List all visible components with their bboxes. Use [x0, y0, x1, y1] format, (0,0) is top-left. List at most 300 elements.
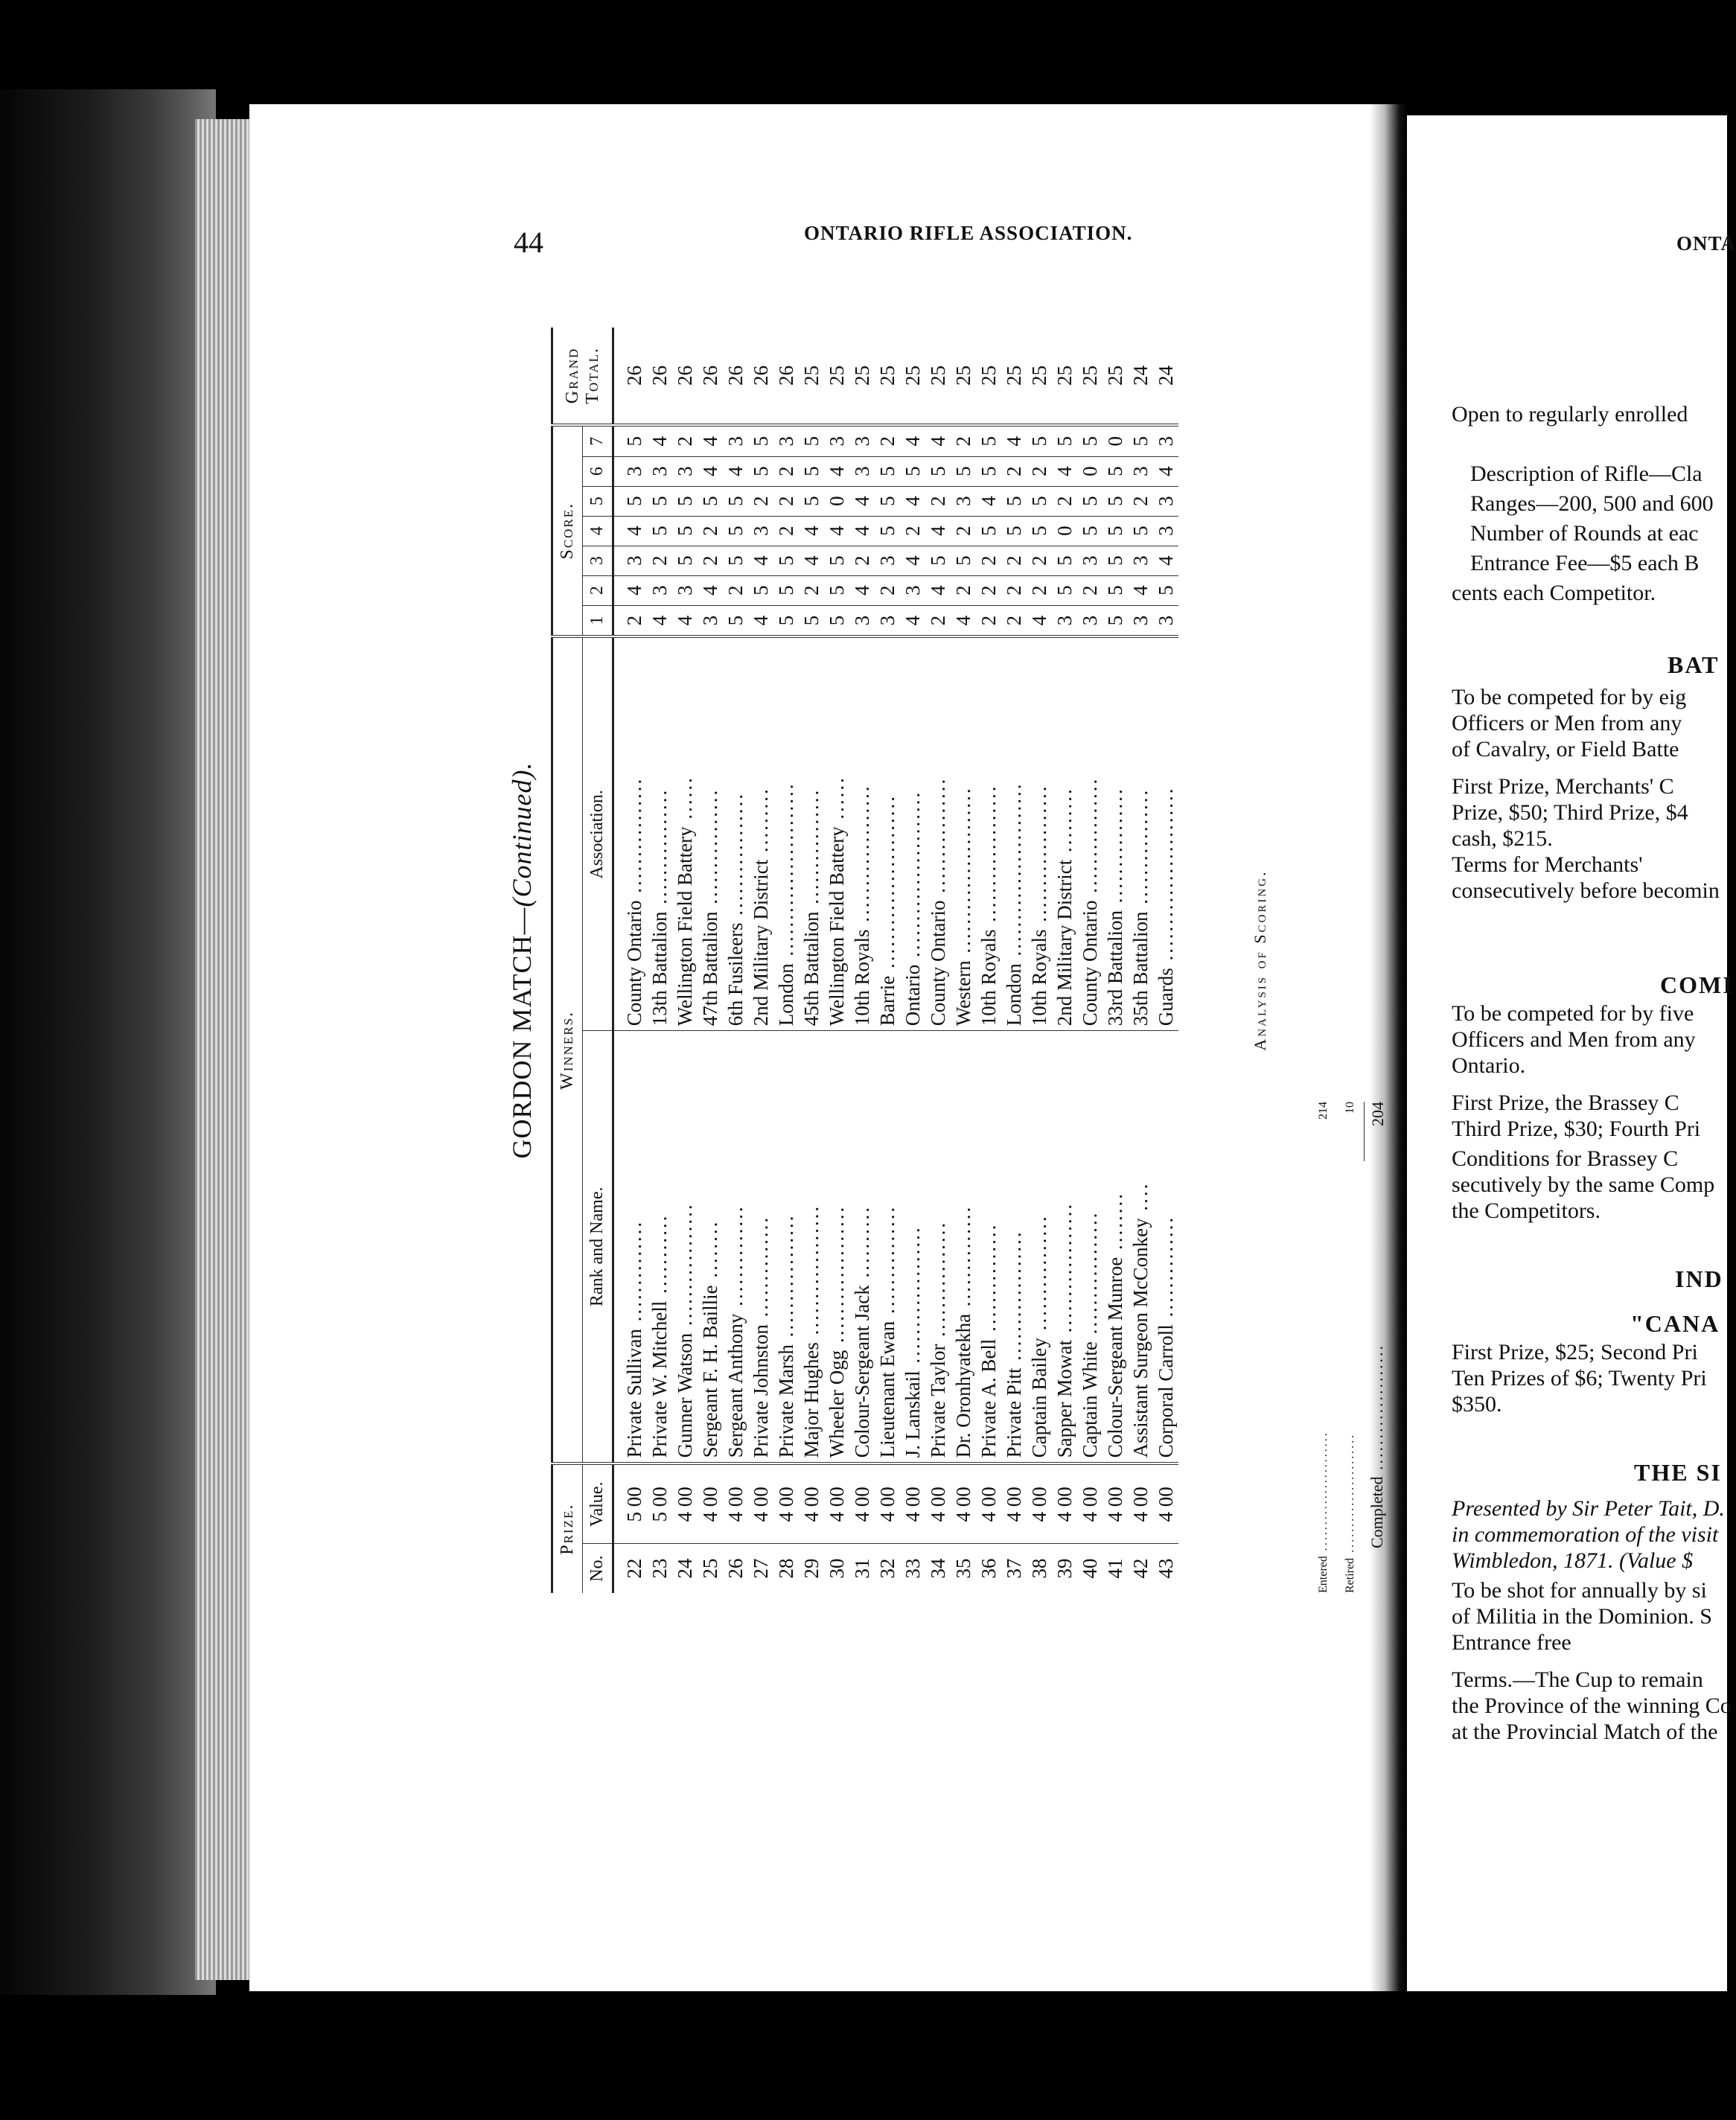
score-cell	[647, 605, 672, 636]
name-text: Private Johnston	[750, 1324, 772, 1458]
name-cell	[748, 1031, 773, 1464]
leader-dots: .................	[1079, 1210, 1101, 1342]
value-text: 4 00	[1053, 1487, 1076, 1522]
name-text: Sergeant Anthony	[724, 1313, 747, 1458]
score-cell	[672, 546, 698, 575]
name-cell	[951, 1031, 976, 1464]
right-page-line: To be competed for by eig	[1452, 685, 1687, 709]
value-text: 4 00	[952, 1487, 974, 1522]
right-page-line: THE SI	[1634, 1459, 1722, 1486]
value-cell	[925, 1463, 951, 1543]
assoc-cell	[1052, 636, 1077, 1030]
score-value: 5	[775, 555, 797, 566]
score-value: 3	[851, 466, 873, 476]
score-value: 5	[1053, 555, 1076, 566]
score-cell	[1027, 486, 1052, 516]
score-cell	[900, 486, 925, 516]
page-edges	[195, 119, 255, 1980]
score-cell	[925, 425, 951, 456]
score-value: 2	[851, 555, 873, 566]
no-cell	[748, 1544, 773, 1593]
score-cell	[773, 516, 799, 546]
score-cell	[1128, 425, 1153, 456]
score-value: 5	[977, 436, 1000, 447]
score-cell	[1001, 575, 1027, 605]
total-text: 25	[800, 365, 823, 386]
total-cell	[1153, 328, 1178, 425]
total-cell	[672, 328, 698, 425]
table-body	[613, 328, 1179, 1593]
score-cell	[773, 486, 799, 516]
score-value: 3	[724, 436, 747, 447]
score-cell	[824, 575, 849, 605]
name-cell	[1153, 1031, 1178, 1464]
score-value: 5	[826, 585, 848, 596]
score-value: 5	[1053, 585, 1076, 596]
score-cell	[900, 425, 925, 456]
table-row	[672, 328, 698, 1593]
assoc-cell	[698, 636, 723, 1030]
assoc-text: Ontario	[901, 964, 924, 1027]
value-text: 4 00	[1079, 1487, 1101, 1522]
no-text: 42	[1129, 1558, 1152, 1579]
score-value: 5	[699, 496, 721, 506]
assoc-text: Western	[952, 960, 974, 1027]
score-cell	[613, 486, 648, 516]
score-cell	[1128, 516, 1153, 546]
score-value: 2	[927, 615, 949, 626]
score-value: 5	[1028, 436, 1050, 447]
right-page-line: Entrance free	[1452, 1630, 1571, 1655]
score-cell	[748, 456, 773, 486]
leader-dots: ...............	[977, 1222, 1000, 1339]
right-page-line: Description of Rifle—Cla	[1470, 462, 1703, 486]
score-cell	[698, 605, 723, 636]
total-cell	[1001, 328, 1027, 425]
score-value: 4	[623, 526, 645, 536]
score-cell	[849, 516, 875, 546]
score-cell	[1001, 456, 1027, 486]
score-cell	[1052, 575, 1077, 605]
right-page-line: Officers and Men from any	[1452, 1027, 1696, 1052]
score-value: 2	[699, 555, 721, 566]
total-text: 26	[750, 365, 772, 386]
retired-label: Retired	[1344, 1557, 1356, 1593]
score-cell	[748, 425, 773, 456]
value-cell	[723, 1463, 748, 1543]
score-cell	[698, 456, 723, 486]
name-text: Corporal Carroll	[1155, 1324, 1177, 1458]
score-value: 3	[1155, 496, 1177, 506]
grand-total-header: Grand Total.	[552, 328, 613, 425]
right-page-line: Entrance Fee—$5 each B	[1470, 551, 1700, 575]
score-col-header: 7	[583, 425, 613, 456]
assoc-text: Wellington Field Battery	[826, 826, 848, 1027]
name-text: Captain Bailey	[1028, 1338, 1050, 1458]
assoc-text: 33rd Battalion	[1104, 910, 1126, 1027]
score-cell	[1128, 486, 1153, 516]
assoc-cell	[1077, 636, 1102, 1030]
score-col-header: 1	[583, 605, 613, 636]
name-text: Major Hughes	[800, 1342, 823, 1458]
score-value: 2	[977, 615, 1000, 626]
value-text: 4 00	[977, 1487, 1000, 1522]
score-cell	[799, 546, 824, 575]
no-cell	[900, 1544, 925, 1593]
right-page-line: Conditions for Brassey C	[1452, 1146, 1679, 1171]
name-cell	[773, 1031, 799, 1464]
score-value: 5	[750, 466, 772, 476]
score-cell	[698, 425, 723, 456]
score-value: 5	[775, 615, 797, 626]
score-value: 3	[1053, 615, 1076, 626]
table-row	[1001, 328, 1027, 1593]
score-cell	[951, 605, 976, 636]
name-cell	[849, 1031, 875, 1464]
score-cell	[1077, 605, 1102, 636]
score-cell	[875, 516, 900, 546]
score-cell	[698, 516, 723, 546]
value-cell	[1102, 1463, 1128, 1543]
leader-dots: ................	[623, 776, 645, 901]
title-note: (Continued).	[507, 762, 537, 907]
value-text: 4 00	[1104, 1487, 1126, 1522]
score-cell	[1128, 575, 1153, 605]
leader-dots: .................	[674, 1202, 696, 1333]
value-header: Value.	[583, 1463, 613, 1543]
score-value: 2	[952, 526, 974, 536]
score-value: 5	[1003, 526, 1025, 536]
leader-dots: ................	[927, 1220, 949, 1344]
right-page-line: Officers or Men from any	[1452, 711, 1682, 735]
score-value: 3	[1155, 436, 1177, 447]
value-text: 4 00	[851, 1487, 873, 1522]
leader-dots: ..............	[952, 1204, 974, 1314]
score-cell	[824, 456, 849, 486]
name-text: Captain White	[1079, 1341, 1101, 1458]
score-value: 3	[648, 466, 671, 476]
score-cell	[951, 575, 976, 605]
value-text: 4 00	[1129, 1487, 1152, 1522]
no-cell	[824, 1544, 849, 1593]
score-value: 5	[1028, 496, 1050, 506]
score-value: 2	[775, 466, 797, 476]
score-cell	[824, 546, 849, 575]
score-value: 5	[674, 496, 696, 506]
score-value: 2	[1079, 585, 1101, 596]
table-row	[951, 328, 976, 1593]
score-col-header: 2	[583, 575, 613, 605]
score-value: 3	[876, 555, 899, 566]
right-page-line: COMI	[1660, 971, 1734, 998]
score-value: 4	[1053, 466, 1076, 476]
score-cell	[672, 456, 698, 486]
score-value: 2	[1003, 585, 1025, 596]
leader-dots: ........................	[1003, 782, 1025, 964]
right-page-line: Ontario.	[1452, 1053, 1526, 1078]
value-text: 4 00	[775, 1487, 797, 1522]
score-cell	[925, 605, 951, 636]
name-text: Private Taylor	[927, 1344, 949, 1458]
assoc-text: London	[1003, 963, 1025, 1027]
no-cell	[1128, 1544, 1153, 1593]
no-cell	[1077, 1544, 1102, 1593]
total-cell	[613, 328, 648, 425]
total-text: 26	[674, 365, 696, 386]
score-cell	[900, 456, 925, 486]
score-cell	[1077, 456, 1102, 486]
score-value: 2	[648, 555, 671, 566]
score-value: 4	[699, 436, 721, 447]
score-value: 5	[1155, 585, 1177, 596]
score-cell	[900, 546, 925, 575]
score-value: 4	[1129, 585, 1152, 596]
right-page-line: Prize, $50; Third Prize, $4	[1452, 800, 1688, 825]
no-cell	[672, 1544, 698, 1593]
leader-dots: ..............	[750, 1215, 772, 1325]
score-col-header: 5	[583, 486, 613, 516]
score-value: 2	[977, 555, 1000, 566]
leader-dots: ...................	[826, 1204, 848, 1350]
score-cell	[925, 486, 951, 516]
score-value: 3	[876, 615, 899, 626]
name-text: Gunner Watson	[674, 1332, 696, 1458]
score-value: 3	[826, 436, 848, 447]
score-value: 5	[1079, 526, 1101, 536]
no-cell	[1027, 1544, 1052, 1593]
association-header: Association.	[583, 636, 613, 1030]
score-cell	[613, 516, 648, 546]
table-head	[552, 328, 613, 1593]
score-value: 4	[952, 615, 974, 626]
score-value: 3	[1155, 526, 1177, 536]
score-cell	[875, 456, 900, 486]
score-value: 5	[724, 615, 747, 626]
header-row-top	[552, 328, 583, 1593]
no-cell	[875, 1544, 900, 1593]
score-col-header: 6	[583, 456, 613, 486]
score-cell	[951, 425, 976, 456]
leader-dots: ................	[1079, 776, 1101, 901]
score-value: 4	[851, 496, 873, 506]
right-page-line: of Cavalry, or Field Batte	[1452, 737, 1679, 762]
score-value: 4	[826, 466, 848, 476]
score-cell	[849, 486, 875, 516]
score-cell	[672, 425, 698, 456]
score-cell	[613, 575, 648, 605]
name-text: Wheeler Ogg	[826, 1350, 848, 1458]
assoc-cell	[647, 636, 672, 1030]
leader-dots: ..........	[851, 1204, 873, 1286]
assoc-cell	[1102, 636, 1128, 1030]
leader-dots: .........	[1053, 787, 1076, 860]
score-value: 3	[1079, 555, 1101, 566]
total-text: 25	[1028, 365, 1050, 386]
name-cell	[1001, 1031, 1027, 1464]
leader-dots: ...............	[876, 1204, 899, 1321]
right-page-line: To be competed for by five	[1452, 1001, 1694, 1026]
score-value: 3	[674, 466, 696, 476]
score-cell	[849, 546, 875, 575]
score-value: 4	[1155, 555, 1177, 566]
right-page-line: First Prize, the Brassey C	[1452, 1091, 1679, 1115]
value-text: 4 00	[674, 1487, 696, 1522]
total-text: 25	[977, 365, 1000, 386]
right-page-line: Wimbledon, 1871. (Value $	[1452, 1548, 1694, 1573]
no-cell	[647, 1544, 672, 1593]
total-cell	[748, 328, 773, 425]
score-value: 4	[699, 466, 721, 476]
book-binding	[0, 89, 216, 1995]
score-cell	[1153, 575, 1178, 605]
score-value: 5	[1104, 615, 1126, 626]
score-cell	[723, 425, 748, 456]
value-text: 4 00	[826, 1487, 848, 1522]
score-cell	[698, 575, 723, 605]
total-cell	[951, 328, 976, 425]
score-value: 4	[851, 526, 873, 536]
analysis-block	[1310, 1072, 1459, 1593]
total-text: 26	[775, 365, 797, 386]
book-gutter	[1370, 104, 1407, 1991]
no-cell	[799, 1544, 824, 1593]
value-text: 4 00	[1155, 1487, 1177, 1522]
score-cell	[748, 605, 773, 636]
leader-dots: .......................	[901, 790, 924, 965]
name-text: Dr. Oronhyatekha	[952, 1313, 974, 1458]
name-cell	[647, 1031, 672, 1464]
score-cell	[1153, 456, 1178, 486]
table-row	[698, 328, 723, 1593]
name-cell	[900, 1031, 925, 1464]
no-cell	[1102, 1544, 1128, 1593]
score-cell	[748, 486, 773, 516]
total-cell	[799, 328, 824, 425]
score-cell	[723, 605, 748, 636]
score-value: 5	[1079, 496, 1101, 506]
value-cell	[1128, 1463, 1153, 1543]
value-cell	[1153, 1463, 1178, 1543]
score-value: 4	[750, 555, 772, 566]
score-value: 2	[977, 585, 1000, 596]
score-cell	[1153, 516, 1178, 546]
score-value: 5	[876, 526, 899, 536]
score-value: 2	[1028, 555, 1050, 566]
assoc-cell	[748, 636, 773, 1030]
total-text: 25	[826, 365, 848, 386]
score-cell	[875, 486, 900, 516]
header-row-bottom	[583, 328, 613, 1593]
score-cell	[1001, 546, 1027, 575]
score-value: 4	[648, 615, 671, 626]
value-cell	[976, 1463, 1001, 1543]
value-text: 5 00	[648, 1487, 671, 1522]
score-cell	[799, 605, 824, 636]
score-cell	[698, 486, 723, 516]
page-number: 44	[514, 226, 543, 259]
assoc-text: County Ontario	[927, 900, 949, 1027]
score-cell	[1027, 605, 1052, 636]
assoc-cell	[723, 636, 748, 1030]
value-cell	[799, 1463, 824, 1543]
right-page-line: $350.	[1452, 1392, 1502, 1417]
assoc-cell	[773, 636, 799, 1030]
total-cell	[773, 328, 799, 425]
score-value: 5	[800, 466, 823, 476]
right-page-line: Ten Prizes of $6; Twenty Pri	[1452, 1366, 1707, 1391]
right-page-line: consecutively before becomin	[1452, 878, 1720, 903]
total-cell	[1102, 328, 1128, 425]
score-cell	[976, 456, 1001, 486]
score-cell	[1052, 516, 1077, 546]
score-cell	[773, 546, 799, 575]
score-cell	[849, 425, 875, 456]
leader-dots: ......	[826, 776, 848, 827]
total-text: 25	[927, 365, 949, 386]
table-row	[1027, 328, 1052, 1593]
leader-dots: ................	[699, 788, 721, 912]
score-cell	[698, 546, 723, 575]
score-value: 2	[1053, 496, 1076, 506]
score-cell	[672, 516, 698, 546]
no-cell	[698, 1544, 723, 1593]
score-cell	[1102, 425, 1128, 456]
score-cell	[1077, 575, 1102, 605]
name-text: Assistant Surgeon McConkey	[1129, 1218, 1152, 1458]
score-cell	[799, 516, 824, 546]
score-value: 5	[623, 496, 645, 506]
score-value: 3	[1129, 555, 1152, 566]
assoc-cell	[799, 636, 824, 1030]
score-cell	[1128, 456, 1153, 486]
score-value: 4	[851, 585, 873, 596]
no-text: 32	[876, 1558, 899, 1579]
assoc-text: 45th Battalion	[800, 911, 823, 1027]
score-value: 5	[927, 466, 949, 476]
score-value: 0	[1104, 436, 1126, 447]
right-page-line: Third Prize, $30; Fourth Pri	[1452, 1117, 1701, 1141]
score-cell	[1153, 486, 1178, 516]
value-text: 4 00	[1003, 1487, 1025, 1522]
score-cell	[976, 425, 1001, 456]
rotated-table-block	[491, 268, 1269, 1593]
value-text: 4 00	[927, 1487, 949, 1522]
table-row	[723, 328, 748, 1593]
no-text: 40	[1079, 1558, 1101, 1579]
name-cell	[613, 1031, 648, 1464]
score-cell	[1102, 516, 1128, 546]
total-cell	[849, 328, 875, 425]
right-page-line: cash, $215.	[1452, 826, 1553, 851]
score-cell	[723, 486, 748, 516]
value-cell	[1027, 1463, 1052, 1543]
value-cell	[748, 1463, 773, 1543]
table-row	[1128, 328, 1153, 1593]
total-text: 25	[876, 365, 899, 386]
score-cell	[849, 575, 875, 605]
score-value: 5	[800, 496, 823, 506]
score-cell	[1153, 546, 1178, 575]
score-value: 2	[775, 526, 797, 536]
score-value: 4	[1155, 466, 1177, 476]
leader-dots: ................	[927, 776, 949, 901]
score-cell	[647, 516, 672, 546]
score-cell	[900, 516, 925, 546]
leader-dots: ........	[1104, 1191, 1126, 1257]
score-cell	[773, 575, 799, 605]
table-row	[1052, 328, 1077, 1593]
score-cell	[1153, 425, 1178, 456]
